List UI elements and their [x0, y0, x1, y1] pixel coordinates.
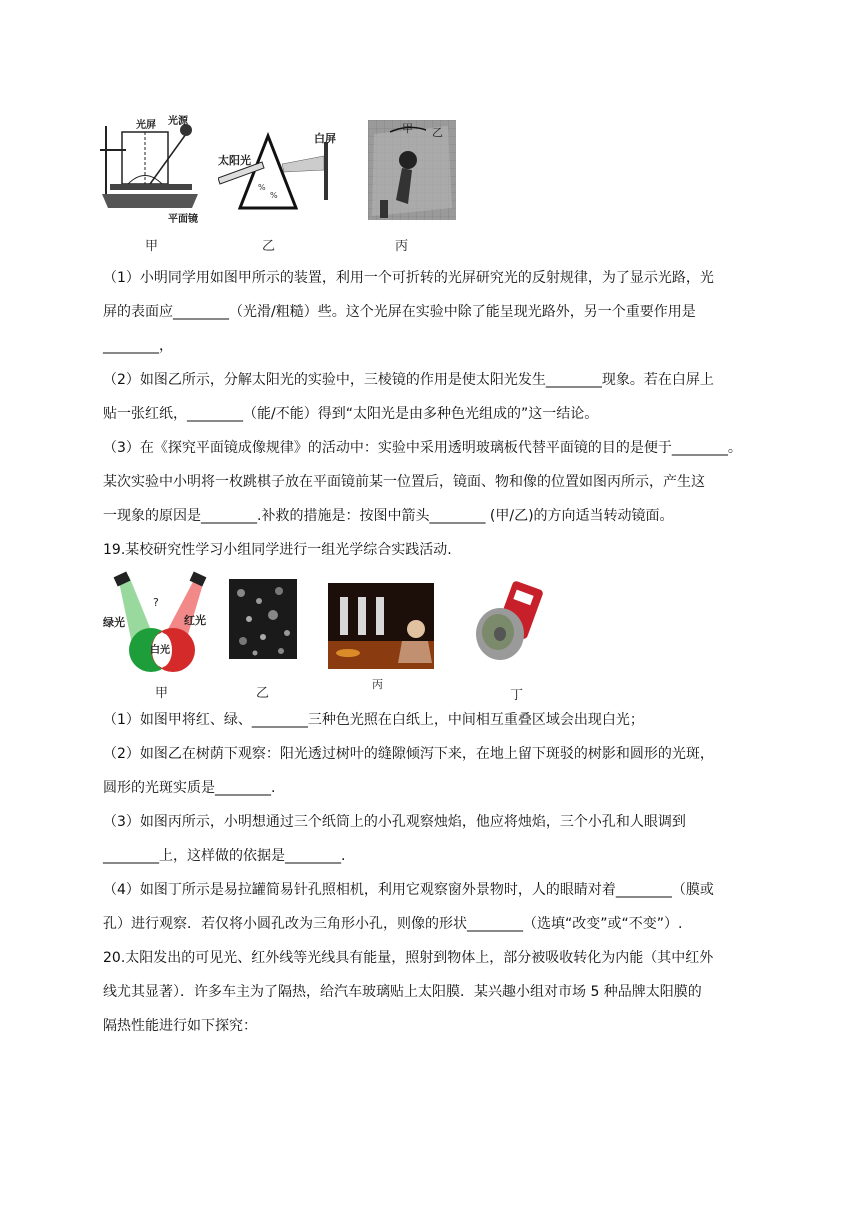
figure-q19-jia-label-green: 绿光 [103, 616, 125, 629]
q18-part3-line3: 一现象的原因是________.补救的措施是：按图中箭头________ (甲/乙)的方向适当转动镜面。 [103, 508, 674, 524]
figure-yi-label-sun: 太阳光 [218, 154, 251, 167]
q19-part3-line1: （3）如图丙所示，小明想通过三个纸筒上的小孔观察烛焰，他应将烛焰，三个小孔和人眼调到 [103, 814, 686, 830]
q18-part2-line2: 贴一张红纸，________（能/不能）得到“太阳光是由多种色光组成的”这一结论。 [103, 406, 599, 422]
figure-q19-jia-caption: 甲 [155, 686, 169, 701]
q19-part4-line1: （4）如图丁所示是易拉罐简易针孔照相机，利用它观察窗外景物时，人的眼睛对着________（膜或 [103, 882, 714, 898]
figure-q19-bing-candle-tubes [328, 583, 434, 669]
q18-part1-line1: （1）小明同学用如图甲所示的装置，利用一个可折转的光屏研究光的反射规律，为了显示光路，光 [103, 270, 714, 286]
q19-part2-line1: （2）如图乙在树荫下观察：阳光透过树叶的缝隙倾泻下来，在地上留下斑驳的树影和圆形的光斑， [103, 746, 714, 762]
figure-jia-caption: 甲 [145, 239, 159, 254]
figure-q19-jia-label-red: 红光 [184, 614, 206, 627]
figure-q19-jia-label-white: 白光 [150, 645, 170, 656]
q20-line1: 20.太阳发出的可见光、红外线等光线具有能量，照射到物体上，部分被吸收转化为内能（其中红外 [103, 950, 714, 966]
q19-part4-line2: 孔）进行观察．若仅将小圆孔改为三角形小孔，则像的形状________（选填“改变”或“不变”）. [103, 916, 683, 932]
figure-q19-ding-can-camera [468, 578, 548, 670]
figure-q19-ding-caption: 丁 [510, 688, 524, 703]
q18-part1-line2: 屏的表面应________（光滑/粗糙）些。这个光屏在实验中除了能呈现光路外，另一个重要作用是 [103, 304, 696, 320]
figure-q19-jia-label-question: ? [153, 596, 159, 609]
q18-part3-line2: 某次实验中小明将一枚跳棋子放在平面镜前某一位置后，镜面、物和像的位置如图丙所示，产生这 [103, 474, 705, 490]
q20-line3: 隔热性能进行如下探究： [103, 1018, 257, 1034]
figure-bing-caption: 丙 [395, 239, 409, 254]
figure-jia-label-source: 光源 [168, 116, 188, 127]
figure-bing-label-jia: 甲 [402, 122, 413, 135]
q19-part2-line2: 圆形的光斑实质是________. [103, 780, 276, 796]
figure-bing-label-yi: 乙 [432, 126, 443, 139]
q18-part2-line1: （2）如图乙所示，分解太阳光的实验中，三棱镜的作用是使太阳光发生________现象。若在白屏上 [103, 372, 714, 388]
figure-jia-label-mirror: 平面镜 [168, 214, 198, 225]
q19-title: 19.某校研究性学习小组同学进行一组光学综合实践活动. [103, 542, 452, 558]
figure-q19-bing-caption: 丙 [372, 678, 383, 691]
figure-q19-yi-tree-shadow [229, 579, 297, 659]
q18-part3-line1: （3）在《探究平面镜成像规律》的活动中：实验中采用透明玻璃板代替平面镜的目的是便于________。 [103, 440, 742, 456]
q19-part3-line2: ________上，这样做的依据是________. [103, 848, 346, 864]
figure-jia-label-screen: 光屏 [136, 120, 156, 131]
q19-part1: （1）如图甲将红、绿、________三种色光照在白纸上，中间相互重叠区域会出现白光； [103, 712, 644, 728]
q20-line2: 线尤其显著）．许多车主为了隔热，给汽车玻璃贴上太阳膜．某兴趣小组对市场 5 种品牌太阳膜的 [103, 984, 702, 1000]
figure-yi-caption: 乙 [262, 239, 276, 254]
figure-yi-label-screen: 白屏 [314, 132, 336, 145]
q18-part1-line3: ________， [103, 338, 173, 354]
svg-text:%: % [270, 191, 278, 200]
figure-q19-yi-caption: 乙 [256, 686, 270, 701]
svg-text:%: % [258, 183, 266, 192]
